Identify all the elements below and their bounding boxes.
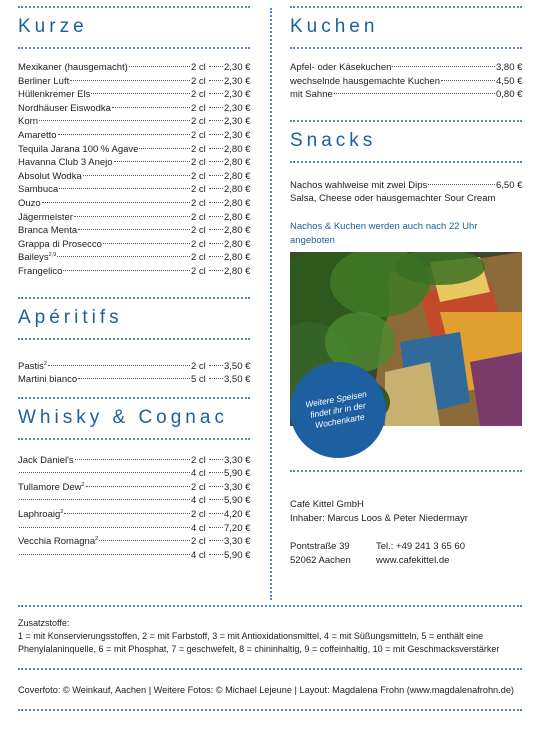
contact-block: [290, 470, 522, 567]
item-name: Berliner Luft: [18, 75, 70, 87]
menu-row: [18, 494, 250, 508]
dot-leader: [19, 554, 190, 555]
menu-row: [18, 143, 250, 157]
item-volume: 2 cl: [191, 62, 206, 73]
dot-leader: [209, 256, 223, 257]
item-volume: 2 cl: [191, 102, 206, 114]
dot-leader: [209, 459, 223, 460]
item-volume: 2 cl: [191, 225, 206, 237]
item-volume: 2 cl: [191, 509, 206, 521]
dot-leader: [209, 202, 223, 203]
right-column: [290, 0, 522, 247]
menu-row: [290, 179, 522, 193]
column-divider: [270, 8, 272, 600]
item-volume: 2 cl: [191, 238, 206, 250]
dot-leader: [209, 270, 223, 271]
divider: [18, 438, 250, 440]
menu-row: [18, 251, 250, 265]
menu-row: [18, 360, 250, 374]
section-title-aperitifs: Apéritifs: [18, 306, 123, 328]
phone: Tel.: +49 241 3 65 60: [376, 541, 466, 553]
menu-row: [290, 61, 522, 75]
item-price: 2,80 €: [224, 143, 251, 155]
item-name: Branca Menta: [18, 225, 78, 237]
dot-leader: [209, 80, 223, 81]
item-volume: 4 cl: [191, 468, 206, 480]
dot-leader: [74, 216, 190, 217]
item-name: Sambuca: [18, 184, 59, 196]
item-price: 2,80 €: [224, 170, 251, 182]
item-name: Grappa di Prosecco: [18, 238, 102, 250]
dot-leader: [441, 80, 495, 81]
footer: [18, 605, 522, 711]
additive-marker: 2: [81, 481, 85, 488]
dot-leader: [19, 499, 190, 500]
item-price: 3,30 €: [224, 454, 251, 466]
item-price: 2,30 €: [224, 102, 251, 114]
item-name: Korn: [18, 116, 39, 128]
item-price: 2,30 €: [224, 116, 251, 128]
section-title-whisky: Whisky & Cognac: [18, 406, 228, 428]
item-volume: 2 cl: [191, 252, 206, 264]
divider: [18, 605, 522, 607]
item-volume: 2 cl: [191, 360, 206, 372]
snack-note: Nachos & Kuchen werden auch nach 22 Uhr angeboten: [290, 220, 478, 246]
menu-row: [18, 102, 250, 116]
dot-leader: [75, 459, 190, 460]
item-volume: 2 cl: [191, 116, 206, 128]
item-name: Absolut Wodka: [18, 170, 82, 182]
item-price: 4,20 €: [224, 509, 251, 521]
aperitifs-list: [18, 360, 250, 387]
dot-leader: [392, 66, 495, 67]
additive-marker: 2: [60, 509, 64, 516]
menu-row: [18, 88, 250, 102]
item-name: wechselnde hausgemachte Kuchen: [290, 75, 440, 87]
item-price: 2,80 €: [224, 184, 251, 196]
dot-leader: [209, 229, 223, 230]
item-price: 2,30 €: [224, 62, 251, 73]
section-title-snacks: Snacks: [290, 129, 377, 151]
divider: [290, 120, 522, 122]
dot-leader: [103, 243, 190, 244]
dot-leader: [63, 270, 190, 271]
dot-leader: [86, 486, 190, 487]
divider: [18, 709, 522, 711]
dot-leader: [209, 513, 223, 514]
dot-leader: [209, 499, 223, 500]
item-name: Laphroaig$^2$: [18, 509, 64, 521]
dot-leader: [129, 66, 190, 67]
item-name: Nordhäuser Eiswodka: [18, 102, 111, 114]
item-volume: 4 cl: [191, 495, 206, 507]
dot-leader: [78, 229, 190, 230]
divider: [290, 47, 522, 49]
item-name: Amaretto: [18, 129, 57, 141]
section-title-kurze: Kurze: [18, 16, 88, 37]
item-name: Jack Daniel's: [18, 454, 74, 466]
dot-leader: [99, 540, 190, 541]
menu-row: [18, 211, 250, 225]
dot-leader: [209, 66, 223, 67]
dot-leader: [39, 120, 190, 121]
dot-leader: [70, 80, 190, 81]
dot-leader: [209, 486, 223, 487]
dot-leader: [428, 184, 495, 185]
wochenkarte-badge: [290, 362, 386, 458]
menu-row: [18, 61, 250, 75]
divider: [18, 297, 250, 299]
item-volume: 4 cl: [191, 549, 206, 561]
item-volume: 2 cl: [191, 481, 206, 493]
item-name: mit Sahne: [290, 89, 333, 101]
divider: [18, 47, 250, 49]
item-name: Vecchia Romagna$^2$: [18, 536, 99, 548]
item-price: 5,90 €: [224, 468, 251, 480]
menu-row: [290, 88, 522, 102]
dot-leader: [209, 188, 223, 189]
item-name: Jägermeister: [18, 211, 73, 223]
dot-leader: [139, 148, 190, 149]
item-volume: 2 cl: [191, 184, 206, 196]
menu-row: [18, 224, 250, 238]
item-volume: 5 cl: [191, 374, 206, 386]
dot-leader: [58, 134, 190, 135]
snacks-list: [290, 179, 522, 206]
dot-leader: [209, 134, 223, 135]
item-volume: 2 cl: [191, 129, 206, 141]
menu-row: [18, 183, 250, 197]
item-volume: 2 cl: [191, 75, 206, 87]
additive-marker: 2,9: [48, 252, 57, 259]
dot-leader: [209, 540, 223, 541]
item-price: 2,30 €: [224, 89, 251, 101]
menu-row: [290, 75, 522, 89]
item-price: 2,80 €: [224, 252, 251, 264]
item-volume: 2 cl: [191, 211, 206, 223]
menu-row: [18, 549, 250, 563]
menu-row: [18, 467, 250, 481]
menu-row: [18, 156, 250, 170]
divider: [290, 6, 522, 8]
website: www.cafekittel.de: [376, 554, 450, 566]
item-volume: 4 cl: [191, 522, 206, 534]
item-name: Tequila Jarana 100 % Agave: [18, 143, 139, 155]
badge-text: Weitere Speisen findet ihr in der Wochenkarte: [304, 388, 368, 430]
dot-leader: [59, 188, 190, 189]
item-price: 6,50 €: [496, 179, 523, 191]
item-volume: 2 cl: [191, 89, 206, 101]
menu-row: [18, 129, 250, 143]
section-title-kuchen: Kuchen: [290, 16, 379, 37]
city: 52062 Aachen: [290, 554, 351, 566]
dot-leader: [114, 161, 190, 162]
zusatz-line-2: Phenylalaninquelle, 6 = mit Phosphat, 7 = geschwefelt, 8 = chininhaltig, 9 = coffeinhaltig, 10 = mit Geschmacksverstärker: [18, 644, 500, 654]
item-volume: 2 cl: [191, 265, 206, 277]
item-price: 2,80 €: [224, 225, 251, 237]
dot-leader: [57, 256, 190, 257]
item-price: 2,80 €: [224, 238, 251, 250]
item-price: 3,30 €: [224, 481, 251, 493]
dot-leader: [209, 472, 223, 473]
owners: Inhaber: Marcus Loos & Peter Niedermayr: [290, 512, 468, 524]
item-price: 5,90 €: [224, 495, 251, 507]
dot-leader: [112, 107, 190, 108]
dot-leader: [209, 93, 223, 94]
dot-leader: [78, 378, 190, 379]
menu-row: [18, 481, 250, 495]
zusatz-line-1: 1 = mit Konservierungsstoffen, 2 = mit Farbstoff, 3 = mit Antioxidationsmittel, 4 = mit Süßungsmitteln, 5 = enthält eine: [18, 631, 484, 641]
divider: [18, 668, 522, 670]
menu-row: [18, 238, 250, 252]
dot-leader: [209, 378, 223, 379]
item-price: 3,50 €: [224, 374, 251, 386]
item-name: Tullamore Dew$^2$: [18, 481, 85, 493]
item-volume: 2 cl: [191, 170, 206, 182]
item-volume: 2 cl: [191, 197, 206, 209]
dot-leader: [209, 148, 223, 149]
item-price: 3,30 €: [224, 536, 251, 548]
item-price: 2,80 €: [224, 157, 251, 169]
menu-row: [18, 508, 250, 522]
kurze-list: [18, 61, 250, 279]
dot-leader: [209, 120, 223, 121]
item-name: Ouzo: [18, 197, 41, 209]
dot-leader: [19, 472, 190, 473]
item-name: Baileys$^{2,9}$: [18, 252, 57, 264]
menu-row: [18, 170, 250, 184]
item-volume: 2 cl: [191, 157, 206, 169]
item-price: 2,80 €: [224, 197, 251, 209]
dot-leader: [91, 93, 190, 94]
menu-row: [18, 75, 250, 89]
item-volume: 2 cl: [191, 536, 206, 548]
item-name: Apfel- oder Käsekuchen: [290, 62, 392, 73]
item-name: Mexikaner (hausgemacht): [18, 62, 128, 73]
company-name: Café Kittel GmbH: [290, 499, 364, 510]
item-volume: 2 cl: [191, 143, 206, 155]
item-name: Frangelico: [18, 265, 63, 277]
menu-row: [18, 454, 250, 468]
dot-leader: [209, 527, 223, 528]
divider: [18, 338, 250, 340]
item-price: 2,80 €: [224, 265, 251, 277]
item-volume: 2 cl: [191, 454, 206, 466]
item-price: 3,50 €: [224, 360, 251, 372]
item-price: 2,30 €: [224, 129, 251, 141]
menu-row: [18, 522, 250, 536]
dot-leader: [209, 243, 223, 244]
dot-leader: [334, 93, 495, 94]
additive-marker: 2: [43, 360, 47, 367]
item-price: 0,80 €: [496, 89, 523, 101]
item-price: 5,90 €: [224, 549, 251, 561]
whisky-list: [18, 454, 250, 563]
menu-row: [18, 373, 250, 387]
item-name: Nachos wahlweise mit zwei Dips: [290, 179, 428, 191]
additive-marker: 2: [95, 536, 99, 543]
zusatz-label: Zusatzstoffe:: [18, 618, 70, 628]
item-price: 2,80 €: [224, 211, 251, 223]
dot-leader: [48, 365, 190, 366]
street: Pontstraße 39: [290, 541, 350, 553]
menu-row: [18, 535, 250, 549]
divider: [290, 161, 522, 163]
item-price: 4,50 €: [496, 75, 523, 87]
item-name: Hüllenkremer Els: [18, 89, 91, 101]
dot-leader: [209, 107, 223, 108]
snack-description: Salsa, Cheese oder hausgemachter Sour Cream: [290, 193, 496, 205]
dot-leader: [209, 365, 223, 366]
divider: [18, 6, 250, 8]
credits: Coverfoto: © Weinkauf, Aachen | Weitere Fotos: © Michael Lejeune | Layout: Magdalena Frohn (www.magdalenafrohn.de): [18, 685, 514, 695]
menu-row: [18, 197, 250, 211]
dot-leader: [83, 175, 190, 176]
item-price: 2,30 €: [224, 75, 251, 87]
dot-leader: [209, 216, 223, 217]
dot-leader: [64, 513, 190, 514]
dot-leader: [209, 175, 223, 176]
divider: [290, 470, 522, 472]
item-price: 7,20 €: [224, 522, 251, 534]
address-row: [290, 540, 522, 567]
menu-row: [18, 115, 250, 129]
left-column: [18, 0, 250, 562]
item-name: Martini bianco: [18, 374, 78, 386]
dot-leader: [209, 161, 223, 162]
menu-row: [18, 265, 250, 279]
item-name: Pastis$^2$: [18, 360, 47, 372]
dot-leader: [209, 554, 223, 555]
item-price: 3,80 €: [496, 62, 523, 73]
dot-leader: [19, 527, 190, 528]
divider: [18, 397, 250, 399]
dot-leader: [42, 202, 190, 203]
item-name: Havanna Club 3 Anejo: [18, 157, 113, 169]
kuchen-list: [290, 61, 522, 102]
